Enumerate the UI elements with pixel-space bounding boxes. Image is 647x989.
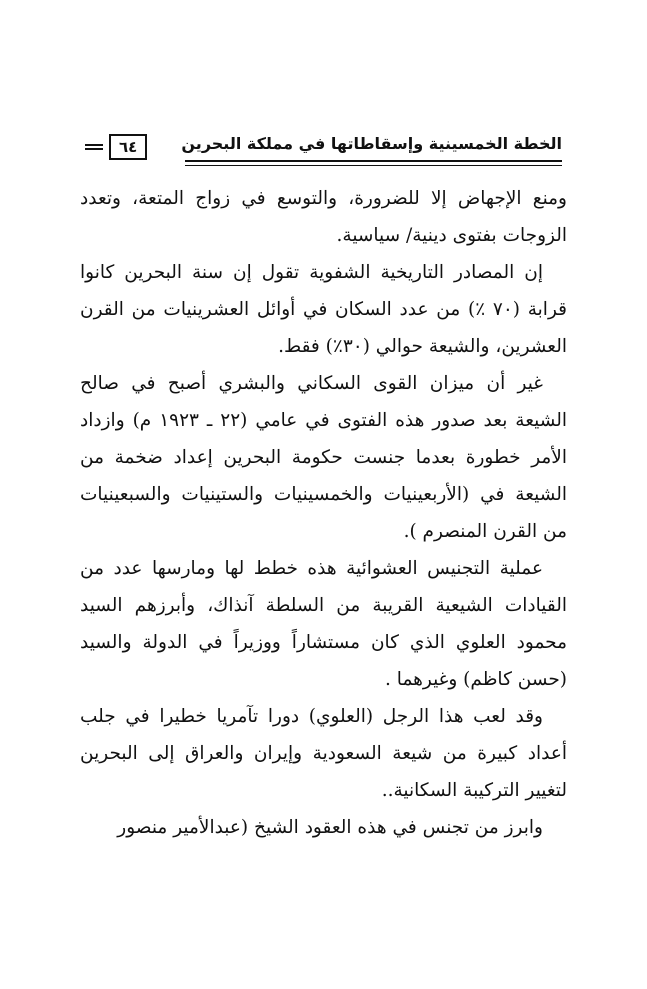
paragraph-2: إن المصادر التاريخية الشفوية تقول إن سنة البحرين كانوا قرابة (٧٠ ٪) من عدد السكان في أوائل العشرينيات من القرن العشرين، والشيعة حوالي (٣٠٪) فقط.: [80, 262, 568, 357]
header-ornament: [85, 144, 103, 150]
header-title: الخطة الخمسينية وإسقاطاتها في مملكة البحرين: [181, 134, 562, 153]
paragraph-1: ومنع الإجهاض إلا للضرورة، والتوسع في زواج المتعة، وتعدد الزوجات بفتوى دينية/ سياسية.: [80, 188, 567, 246]
paragraph-6: وابرز من تجنس في هذه العقود الشيخ (عبدالأمير منصور: [117, 817, 543, 838]
page-number: ٦٤: [109, 134, 147, 160]
page-number-box: [85, 134, 147, 160]
paragraph-4: عملية التجنيس العشوائية هذه خطط لها ومارسها عدد من القيادات الشيعية القريبة من السلطة آنذاك، وأبرزهم السيد محمود العلوي الذي كان مستشاراً ووزيراً في الدولة والسيد (حسن كاظم) وغيرهما .: [80, 558, 567, 690]
paragraph-3: غير أن ميزان القوى السكاني والبشري أصبح في صالح الشيعة بعد صدور هذه الفتوى في عامي (٢٢ ـ ١٩٢٣ م) وازداد الأمر خطورة بعدما جنست حكومة البحرين إعداد ضخمة من الشيعة في (الأربعينيات والخمسينيات والستينيات والسبعينيات من القرن المنصرم ).: [80, 373, 567, 542]
running-header: [85, 130, 562, 172]
paragraph-5: وقد لعب هذا الرجل (العلوي) دورا تآمريا خطيرا في جلب أعداد كبيرة من شيعة السعودية وإيران والعراق إلى البحرين لتغيير التركيبة السكانية..: [80, 706, 567, 801]
header-rule: [185, 160, 562, 166]
body-text: [80, 180, 567, 846]
